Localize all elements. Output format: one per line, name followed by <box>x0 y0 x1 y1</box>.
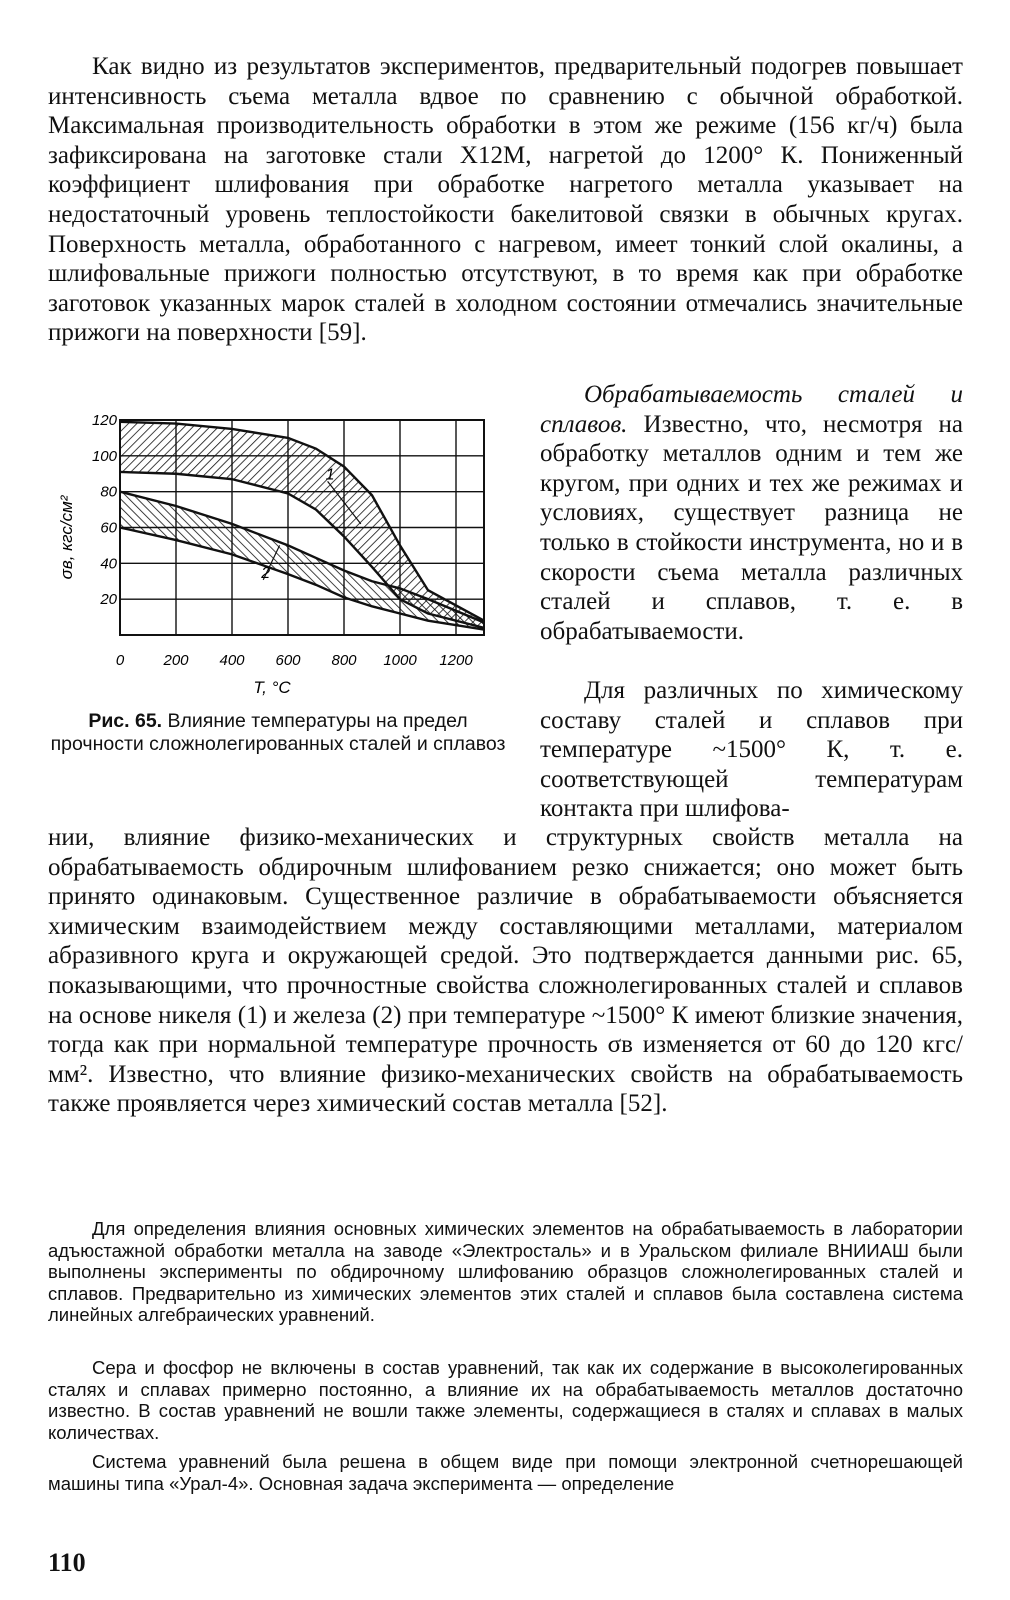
figure-caption-text: Влияние температуры на предел прочности сложнолегированных сталей и сплавоз <box>50 710 506 755</box>
x-tick-label: 400 <box>219 652 245 669</box>
small-paragraph-2: Сера и фосфор не включены в состав уравнений, так как их содержание в высоколегированных сталях и сплавах примерно постоянно, а влияние их на обрабатываемость металлов достаточно известно. В состав уравнений не вошли также элементы, содержащиеся в сталях и сплавах в малых количествах. <box>48 1357 963 1443</box>
x-tick-label: 200 <box>163 652 189 669</box>
y-tick-label: 100 <box>91 447 117 465</box>
paragraph-machinability-body: Известно, что, несмотря на обработку металлов одним и тем же кругом, при одних и тех же режимах и условиях, существует разница не только в стойкости инструмента, но и в скорости съема металла различных сталей и сплавов, т. е. в обрабатываемости. <box>540 410 963 645</box>
small-paragraph-1: Для определения влияния основных химических элементов на обрабатываемость в лаборатории адъюстажной обработки металла на заводе «Электросталь» и в Уральском филиале ВНИИАШ были выполнены эксперименты по обдирочному шлифованию образцов сложнолегированных сталей и сплавов. Предварительно из химических элементов этих сталей и сплавов была составлена система линейных алгебраических уравнений. <box>48 1218 963 1325</box>
figure-caption-label: Рис. 65. <box>88 710 163 732</box>
x-tick-label: 800 <box>331 652 357 669</box>
series-label: 2 <box>261 564 271 582</box>
y-tick-label: 20 <box>100 591 117 609</box>
strength-temperature-chart <box>48 410 508 710</box>
section-heading: Обрабатываемость сталей и сплавов. <box>540 381 963 438</box>
x-tick-label: 1000 <box>383 652 417 669</box>
y-tick-label: 60 <box>100 519 117 537</box>
figure-caption <box>48 710 508 756</box>
paragraph-chemical: Для различных по химическому составу сталей и сплавов при температуре ~1500° К, т. е. соответствующей температурам контакта при шлифова- <box>540 677 963 823</box>
page-number: 110 <box>48 1548 86 1577</box>
series-label: 1 <box>325 466 335 484</box>
paragraph-chemical-continued: нии, влияние физико-механических и структурных свойств металла на обрабатываемость обдирочным шлифованием резко снижается; оно может быть принято одинаковым. Существенное различие в обрабатываемости объясняется химическим взаимодействием между составляющими металлами, материалом абразивного круга и окружающей средой. Это подтверждается данными рис. 65, показывающими, что прочностные свойства сложнолегированных сталей и сплавов на основе никеля (1) и железа (2) при температуре ~1500° К имеют близкие значения, тогда как при нормальной температуре прочность σв изменяется от 60 до 120 кгс/мм². Известно, что влияние физико-механических свойств на обрабатываемость также проявляется через химический состав металла [52]. <box>48 824 963 1118</box>
x-tick-label: 1200 <box>439 652 473 669</box>
y-tick-label: 40 <box>100 555 117 573</box>
x-tick-label: 600 <box>275 652 301 669</box>
small-paragraph-3: Система уравнений была решена в общем виде при помощи электронной счетнорешающей машины типа «Урал-4». Основная задача эксперимента — определение <box>48 1451 963 1494</box>
x-axis-title: T, °C <box>253 678 291 697</box>
paragraph-machinability <box>540 380 963 646</box>
band-series-2 <box>120 492 484 630</box>
chart-bands <box>120 422 484 630</box>
paragraph-intro: Как видно из результатов экспериментов, предварительный подогрев повышает интенсивность съема металла вдвое по сравнению с обычной обработкой. Максимальная производительность обработки в этом же режиме (156 кг/ч) была зафиксирована на заготовке стали Х12М, нагретой до 1200° К. Пониженный коэффициент шлифования при обработке нагретого металла указывает на недостаточный уровень теплостойкости бакелитовой связки в обычных кругах. Поверхность металла, обработанного с нагревом, имеет тонкий слой окалины, а шлифовальные прижоги полностью отсутствуют, в то время как при обработке заготовок указанных марок сталей в холодном состоянии отмечались значительные прижоги на поверхности [59]. <box>48 53 963 347</box>
y-axis-title: σв, кгс/см² <box>57 495 76 580</box>
figure-65 <box>48 410 508 710</box>
y-tick-label: 120 <box>91 412 117 429</box>
x-tick-label: 0 <box>115 652 125 669</box>
y-tick-label: 80 <box>100 483 117 501</box>
